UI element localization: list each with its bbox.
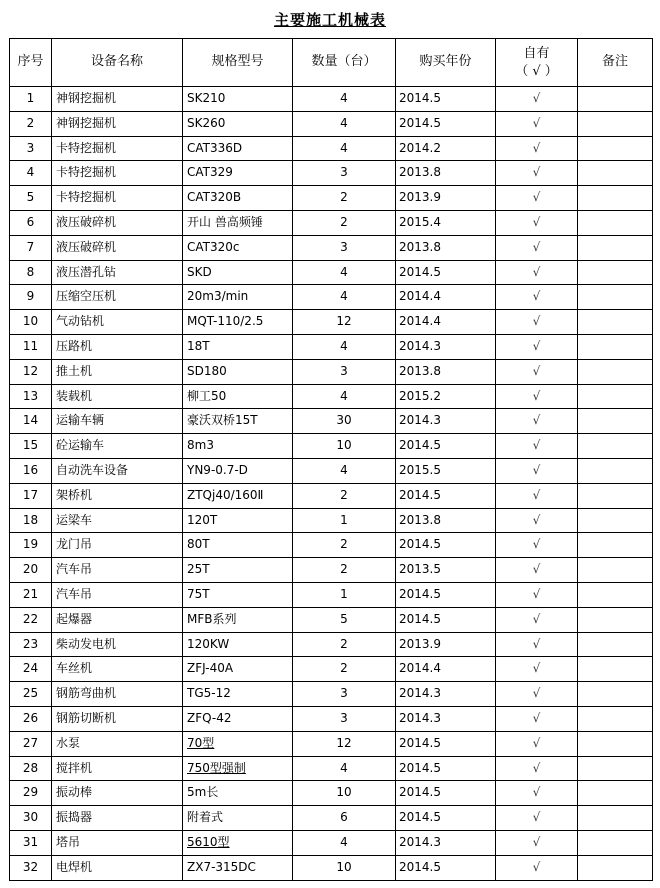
cell-name: 压路机: [52, 334, 183, 359]
cell-owned: √: [496, 409, 578, 434]
cell-owned: √: [496, 607, 578, 632]
cell-name: 架桥机: [52, 483, 183, 508]
cell-qty: 6: [293, 806, 396, 831]
cell-year: 2013.5: [396, 558, 496, 583]
table-row: [10, 409, 653, 434]
cell-qty: 1: [293, 508, 396, 533]
cell-name: 运梁车: [52, 508, 183, 533]
cell-owned: √: [496, 756, 578, 781]
cell-remark: [578, 384, 653, 409]
cell-name: 搅拌机: [52, 756, 183, 781]
table-body: [10, 87, 653, 881]
cell-year: 2014.5: [396, 582, 496, 607]
cell-year: 2014.4: [396, 310, 496, 335]
cell-owned: √: [496, 161, 578, 186]
cell-remark: [578, 607, 653, 632]
cell-name: 汽车吊: [52, 558, 183, 583]
cell-qty: 2: [293, 210, 396, 235]
cell-name: 自动洗车设备: [52, 458, 183, 483]
cell-remark: [578, 210, 653, 235]
cell-qty: 3: [293, 359, 396, 384]
cell-qty: 10: [293, 855, 396, 880]
cell-owned: √: [496, 508, 578, 533]
cell-qty: 2: [293, 657, 396, 682]
cell-spec: ZFJ-40A: [183, 657, 293, 682]
cell-no: 12: [10, 359, 52, 384]
cell-spec: 5610型: [183, 830, 293, 855]
table-row: [10, 706, 653, 731]
cell-no: 15: [10, 434, 52, 459]
cell-qty: 4: [293, 285, 396, 310]
cell-no: 13: [10, 384, 52, 409]
cell-owned: √: [496, 731, 578, 756]
cell-spec: 80T: [183, 533, 293, 558]
cell-qty: 3: [293, 235, 396, 260]
cell-name: 压缩空压机: [52, 285, 183, 310]
cell-name: 液压破碎机: [52, 210, 183, 235]
cell-no: 5: [10, 186, 52, 211]
table-row: [10, 607, 653, 632]
cell-qty: 2: [293, 632, 396, 657]
cell-owned: √: [496, 657, 578, 682]
cell-qty: 4: [293, 260, 396, 285]
cell-no: 19: [10, 533, 52, 558]
cell-no: 21: [10, 582, 52, 607]
cell-spec: 120KW: [183, 632, 293, 657]
cell-spec: 5m长: [183, 781, 293, 806]
cell-spec: MQT-110/2.5: [183, 310, 293, 335]
machinery-table: [9, 38, 653, 881]
cell-qty: 1: [293, 582, 396, 607]
cell-owned: √: [496, 334, 578, 359]
header-remark: 备注: [578, 39, 653, 87]
cell-owned: √: [496, 682, 578, 707]
cell-qty: 2: [293, 533, 396, 558]
header-equipment-name: 设备名称: [52, 39, 183, 87]
cell-name: 运输车辆: [52, 409, 183, 434]
cell-no: 30: [10, 806, 52, 831]
table-row: [10, 483, 653, 508]
cell-no: 14: [10, 409, 52, 434]
table-row: [10, 210, 653, 235]
cell-no: 28: [10, 756, 52, 781]
table-row: [10, 260, 653, 285]
cell-name: 振动棒: [52, 781, 183, 806]
table-row: [10, 632, 653, 657]
cell-year: 2015.5: [396, 458, 496, 483]
table-row: [10, 582, 653, 607]
cell-name: 塔吊: [52, 830, 183, 855]
cell-year: 2014.3: [396, 409, 496, 434]
cell-remark: [578, 483, 653, 508]
header-no: 序号: [10, 39, 52, 87]
cell-qty: 4: [293, 756, 396, 781]
table-row: [10, 161, 653, 186]
cell-name: 神钢挖掘机: [52, 87, 183, 112]
cell-owned: √: [496, 359, 578, 384]
cell-no: 8: [10, 260, 52, 285]
cell-no: 25: [10, 682, 52, 707]
cell-owned: √: [496, 186, 578, 211]
cell-spec: 附着式: [183, 806, 293, 831]
cell-remark: [578, 781, 653, 806]
cell-qty: 3: [293, 706, 396, 731]
table-row: [10, 806, 653, 831]
cell-qty: 12: [293, 310, 396, 335]
cell-year: 2013.9: [396, 186, 496, 211]
cell-remark: [578, 434, 653, 459]
cell-spec: 开山 兽高频锤: [183, 210, 293, 235]
cell-name: 水泵: [52, 731, 183, 756]
cell-remark: [578, 830, 653, 855]
cell-year: 2014.5: [396, 607, 496, 632]
cell-no: 11: [10, 334, 52, 359]
cell-name: 卡特挖掘机: [52, 161, 183, 186]
cell-remark: [578, 334, 653, 359]
table-row: [10, 855, 653, 880]
header-row: [10, 39, 653, 87]
cell-year: 2014.5: [396, 806, 496, 831]
cell-owned: √: [496, 830, 578, 855]
table-row: [10, 285, 653, 310]
cell-no: 31: [10, 830, 52, 855]
cell-owned: √: [496, 111, 578, 136]
cell-remark: [578, 409, 653, 434]
cell-remark: [578, 285, 653, 310]
cell-spec: 豪沃双桥15T: [183, 409, 293, 434]
cell-spec: SK210: [183, 87, 293, 112]
cell-name: 卡特挖掘机: [52, 186, 183, 211]
table-row: [10, 830, 653, 855]
cell-year: 2014.4: [396, 657, 496, 682]
cell-no: 7: [10, 235, 52, 260]
cell-qty: 4: [293, 458, 396, 483]
cell-spec: CAT320c: [183, 235, 293, 260]
cell-spec: TG5-12: [183, 682, 293, 707]
cell-year: 2014.4: [396, 285, 496, 310]
cell-name: 砼运输车: [52, 434, 183, 459]
cell-year: 2013.9: [396, 632, 496, 657]
cell-remark: [578, 111, 653, 136]
table-row: [10, 731, 653, 756]
header-purchase-year: 购买年份: [396, 39, 496, 87]
cell-owned: √: [496, 483, 578, 508]
cell-no: 29: [10, 781, 52, 806]
cell-year: 2014.5: [396, 87, 496, 112]
cell-name: 汽车吊: [52, 582, 183, 607]
table-row: [10, 682, 653, 707]
cell-year: 2014.3: [396, 706, 496, 731]
cell-year: 2014.3: [396, 334, 496, 359]
cell-spec: SKD: [183, 260, 293, 285]
cell-remark: [578, 632, 653, 657]
cell-name: 神钢挖掘机: [52, 111, 183, 136]
cell-owned: √: [496, 87, 578, 112]
cell-name: 电焊机: [52, 855, 183, 880]
cell-qty: 2: [293, 186, 396, 211]
cell-year: 2014.5: [396, 781, 496, 806]
cell-owned: √: [496, 781, 578, 806]
table-row: [10, 136, 653, 161]
table-row: [10, 434, 653, 459]
cell-qty: 3: [293, 161, 396, 186]
header-self-owned-line2: （ √ ）: [515, 63, 558, 79]
cell-qty: 4: [293, 87, 396, 112]
cell-spec: CAT320B: [183, 186, 293, 211]
table-row: [10, 781, 653, 806]
cell-remark: [578, 235, 653, 260]
cell-remark: [578, 310, 653, 335]
cell-remark: [578, 706, 653, 731]
cell-no: 17: [10, 483, 52, 508]
cell-remark: [578, 359, 653, 384]
cell-no: 22: [10, 607, 52, 632]
cell-qty: 12: [293, 731, 396, 756]
table-row: [10, 334, 653, 359]
table-row: [10, 111, 653, 136]
cell-name: 车丝机: [52, 657, 183, 682]
cell-year: 2014.5: [396, 434, 496, 459]
cell-owned: √: [496, 533, 578, 558]
cell-spec: 18T: [183, 334, 293, 359]
cell-year: 2015.4: [396, 210, 496, 235]
cell-spec: 柳工50: [183, 384, 293, 409]
cell-spec: 75T: [183, 582, 293, 607]
cell-spec: ZX7-315DC: [183, 855, 293, 880]
cell-qty: 10: [293, 781, 396, 806]
cell-year: 2014.5: [396, 111, 496, 136]
cell-owned: √: [496, 582, 578, 607]
table-row: [10, 310, 653, 335]
cell-qty: 10: [293, 434, 396, 459]
cell-qty: 30: [293, 409, 396, 434]
cell-remark: [578, 87, 653, 112]
cell-year: 2013.8: [396, 235, 496, 260]
cell-no: 18: [10, 508, 52, 533]
cell-year: 2013.8: [396, 161, 496, 186]
cell-year: 2015.2: [396, 384, 496, 409]
cell-spec: 8m3: [183, 434, 293, 459]
cell-owned: √: [496, 558, 578, 583]
cell-remark: [578, 756, 653, 781]
table-row: [10, 235, 653, 260]
table-row: [10, 186, 653, 211]
cell-year: 2013.8: [396, 508, 496, 533]
cell-year: 2014.5: [396, 756, 496, 781]
cell-spec: 25T: [183, 558, 293, 583]
cell-remark: [578, 806, 653, 831]
cell-name: 推土机: [52, 359, 183, 384]
cell-spec: CAT329: [183, 161, 293, 186]
header-self-owned-line1: 自有: [523, 45, 550, 61]
cell-spec: ZTQj40/160Ⅱ: [183, 483, 293, 508]
cell-owned: √: [496, 632, 578, 657]
cell-no: 27: [10, 731, 52, 756]
cell-remark: [578, 558, 653, 583]
table-row: [10, 87, 653, 112]
cell-no: 4: [10, 161, 52, 186]
cell-owned: √: [496, 310, 578, 335]
cell-spec: 70型: [183, 731, 293, 756]
cell-year: 2014.2: [396, 136, 496, 161]
cell-qty: 4: [293, 136, 396, 161]
cell-spec: SK260: [183, 111, 293, 136]
table-row: [10, 359, 653, 384]
cell-no: 20: [10, 558, 52, 583]
cell-owned: √: [496, 806, 578, 831]
cell-no: 2: [10, 111, 52, 136]
cell-qty: 4: [293, 384, 396, 409]
cell-qty: 2: [293, 483, 396, 508]
cell-no: 24: [10, 657, 52, 682]
cell-spec: SD180: [183, 359, 293, 384]
cell-spec: YN9-0.7-D: [183, 458, 293, 483]
cell-remark: [578, 458, 653, 483]
cell-year: 2014.3: [396, 830, 496, 855]
cell-name: 卡特挖掘机: [52, 136, 183, 161]
cell-owned: √: [496, 235, 578, 260]
cell-qty: 3: [293, 682, 396, 707]
cell-remark: [578, 533, 653, 558]
cell-remark: [578, 682, 653, 707]
cell-spec: MFB系列: [183, 607, 293, 632]
cell-name: 振捣器: [52, 806, 183, 831]
cell-spec: 120T: [183, 508, 293, 533]
cell-spec: 750型强制: [183, 756, 293, 781]
cell-no: 6: [10, 210, 52, 235]
cell-no: 16: [10, 458, 52, 483]
cell-owned: √: [496, 855, 578, 880]
cell-remark: [578, 508, 653, 533]
cell-year: 2014.5: [396, 731, 496, 756]
cell-year: 2014.5: [396, 533, 496, 558]
cell-spec: 20m3/min: [183, 285, 293, 310]
cell-remark: [578, 136, 653, 161]
table-row: [10, 558, 653, 583]
cell-remark: [578, 186, 653, 211]
cell-spec: CAT336D: [183, 136, 293, 161]
cell-year: 2014.5: [396, 483, 496, 508]
cell-owned: √: [496, 384, 578, 409]
header-spec-model: 规格型号: [183, 39, 293, 87]
cell-year: 2014.3: [396, 682, 496, 707]
cell-year: 2014.5: [396, 855, 496, 880]
cell-remark: [578, 161, 653, 186]
cell-remark: [578, 731, 653, 756]
cell-remark: [578, 855, 653, 880]
cell-qty: 4: [293, 830, 396, 855]
table-header: [10, 39, 653, 87]
cell-no: 23: [10, 632, 52, 657]
cell-owned: √: [496, 210, 578, 235]
cell-name: 龙门吊: [52, 533, 183, 558]
cell-owned: √: [496, 458, 578, 483]
cell-year: 2013.8: [396, 359, 496, 384]
cell-spec: ZFQ-42: [183, 706, 293, 731]
table-row: [10, 533, 653, 558]
cell-name: 柴动发电机: [52, 632, 183, 657]
cell-no: 9: [10, 285, 52, 310]
table-row: [10, 458, 653, 483]
cell-name: 起爆器: [52, 607, 183, 632]
cell-owned: √: [496, 260, 578, 285]
table-row: [10, 508, 653, 533]
header-quantity: 数量（台）: [293, 39, 396, 87]
cell-owned: √: [496, 434, 578, 459]
cell-name: 液压破碎机: [52, 235, 183, 260]
header-self-owned: [496, 39, 578, 87]
cell-qty: 4: [293, 334, 396, 359]
cell-qty: 2: [293, 558, 396, 583]
cell-name: 气动钻机: [52, 310, 183, 335]
cell-owned: √: [496, 706, 578, 731]
cell-owned: √: [496, 285, 578, 310]
cell-remark: [578, 582, 653, 607]
cell-no: 10: [10, 310, 52, 335]
cell-no: 26: [10, 706, 52, 731]
cell-no: 3: [10, 136, 52, 161]
cell-owned: √: [496, 136, 578, 161]
cell-qty: 4: [293, 111, 396, 136]
table-row: [10, 756, 653, 781]
cell-name: 钢筋弯曲机: [52, 682, 183, 707]
cell-year: 2014.5: [396, 260, 496, 285]
cell-no: 1: [10, 87, 52, 112]
table-row: [10, 657, 653, 682]
cell-remark: [578, 657, 653, 682]
cell-qty: 5: [293, 607, 396, 632]
cell-no: 32: [10, 855, 52, 880]
cell-name: 装载机: [52, 384, 183, 409]
cell-name: 钢筋切断机: [52, 706, 183, 731]
cell-remark: [578, 260, 653, 285]
page-title: 主要施工机械表: [273, 11, 386, 29]
table-row: [10, 384, 653, 409]
cell-name: 液压潜孔钻: [52, 260, 183, 285]
